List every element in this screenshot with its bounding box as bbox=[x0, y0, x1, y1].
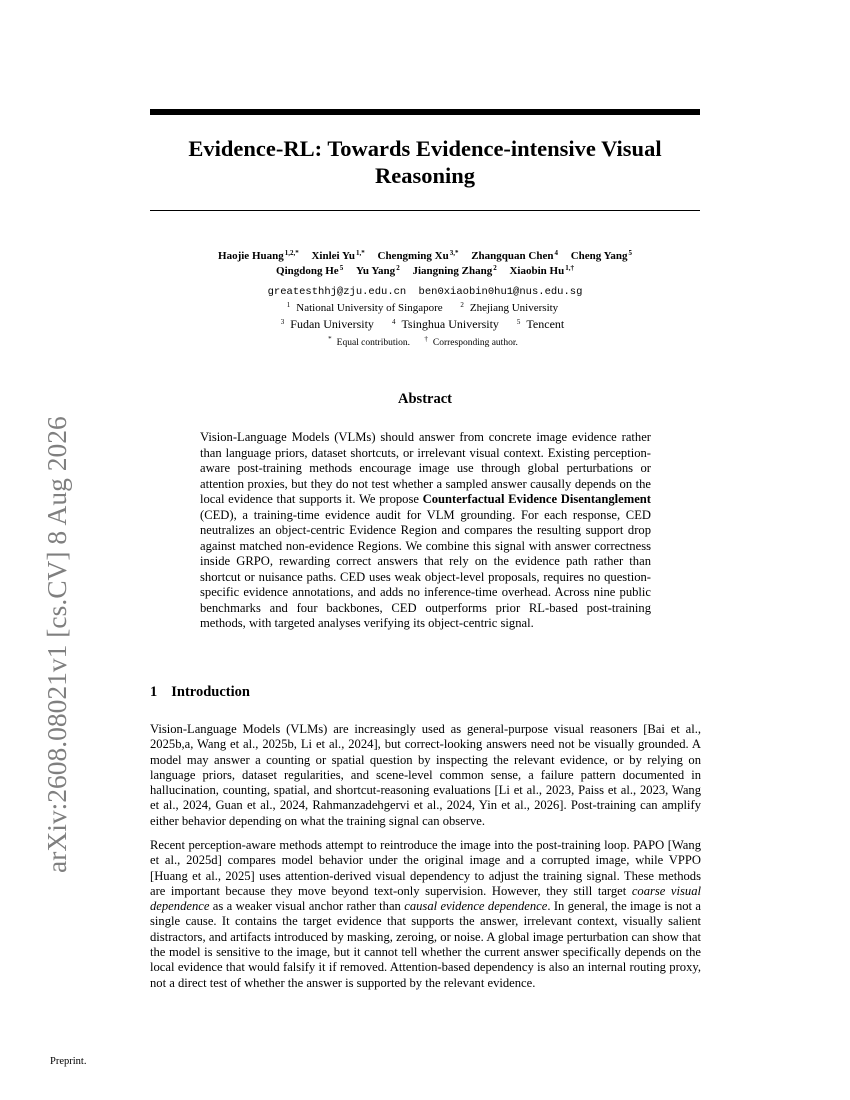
author: Qingdong He$^5$ bbox=[276, 264, 344, 277]
abstract-heading: Abstract bbox=[398, 391, 452, 407]
affiliations-line-1 bbox=[150, 301, 700, 316]
arxiv-identifier-sidebar: arXiv:2608.08021v1 [cs.CV] 8 Aug 2026 bbox=[41, 416, 72, 873]
intro-paragraph-1: Vision-Language Models (VLMs) are increasingly used as general-purpose visual reasoners [Bai et al., 2025b,a, Wang et al., 2025b, Li et al., 2024], but correct-looking answers need not be visually grounded. A model may answer a counting or spatial question by inspecting the relevant evidence, or by relying on language priors, dataset regularities, and scene-level common sense, a failure pattern documented in hallucination, counting, spatial, and shortcut-reasoning evaluations [Li et al., 2023, Paiss et al., 2023, Wang et al., 2024, Guan et al., 2024, Rahmanzadehgervi et al., 2024, Yin et al., 2026]. Post-training can amplify either behavior depending on what the training signal can observe. bbox=[150, 722, 701, 828]
intro-paragraph-2: Recent perception-aware methods attempt to reintroduce the image into the post-training loop. PAPO [Wang et al., 2025d] compares model behavior under the original image and a corrupted image, while VPPO [Huang et al., 2025] uses attention-derived visual dependency to adjust the training signal. These methods are important because they move beyond text-only supervision. However, they still target coarse visual dependence as a weaker visual anchor rather than causal evidence dependence. In general, the image is not a single cause. It contains the target evidence that supports the answer, irrelevant context, visually salient distractors, and artifacts introduced by masking, zeroing, or noise. A global image perturbation can show that the model is sensitive to the image, but it cannot tell whether the current answer specifically depends on the local evidence that would falsify it if removed. Attention-based dependency is also an internal routing proxy, not a direct test of whether the answer is supported by the relevant evidence. bbox=[150, 838, 702, 990]
section-number: 1 bbox=[150, 684, 158, 700]
affiliation: $^1$ National University of Singapore bbox=[286, 301, 443, 314]
footer-preprint: Preprint. bbox=[50, 1056, 87, 1067]
paper-title: Evidence-RL: Towards Evidence-intensive Visual Reasoning bbox=[188, 136, 662, 188]
affiliation: $^2$ Zhejiang University bbox=[460, 301, 559, 314]
author-list bbox=[150, 249, 700, 279]
section-heading bbox=[150, 683, 250, 701]
author: Cheng Yang$^5$ bbox=[570, 249, 632, 262]
author: Jiangning Zhang$^2$ bbox=[412, 264, 497, 277]
author: Yu Yang$^2$ bbox=[355, 264, 400, 277]
affiliations-line-2 bbox=[150, 317, 700, 332]
equal-contribution-note: * Equal contribution. bbox=[328, 335, 410, 348]
title-rule-top bbox=[150, 109, 700, 115]
affiliation: $^5$ Tencent bbox=[516, 317, 565, 331]
author: Xiaobin $Hu^{1,\dagger}$ bbox=[509, 264, 574, 277]
affiliation: $^3$ Fudan University bbox=[280, 317, 374, 331]
title-rule-bottom bbox=[150, 210, 700, 211]
author-notes bbox=[150, 337, 700, 350]
affiliation: $^4$ Tsinghua University bbox=[391, 317, 499, 331]
section-title: Introduction bbox=[171, 684, 250, 700]
corresponding-author-note: † Corresponding author. bbox=[424, 335, 518, 348]
email-address[interactable]: ben0xiaobin0hu1@nus.edu.sg bbox=[418, 286, 583, 298]
author: Zhangquan Chen$^4$ bbox=[471, 249, 558, 262]
author: Haojie Huang$^{1,2,*}$ bbox=[218, 249, 299, 262]
author: Xinlei $Yu^{1,*}$ bbox=[311, 249, 365, 262]
email-address[interactable]: greatesthhj@zju.edu.cn bbox=[267, 286, 407, 298]
author-emails bbox=[150, 285, 700, 299]
author: Chengming $Xu^{3,*}$ bbox=[377, 249, 459, 262]
abstract-body: Vision-Language Models (VLMs) should answer from concrete image evidence rather than language priors, dataset shortcuts, or irrelevant visual context. Existing perception-aware post-training methods encourage image use through global perturbations or attention proxies, but they do not test whether a sampled answer causally depends on the local evidence that supports it. We propose Counterfactual Evidence Disentanglement (CED), a training-time evidence audit for VLM grounding. For each response, CED neutralizes an object-centric Evidence Region and compares the resulting support drop against matched non-evidence Regions. We combine this signal with answer correctness inside GRPO, rewarding correct answers that rely on the evidence path rather than shortcut or nuisance paths. CED uses weak object-level proposals, requires no question-specific evidence annotations, and adds no inference-time overhead. Across nine public benchmarks and four backbones, CED outperforms prior RL-based post-training methods, with targeted analyses verifying its object-centric signal. bbox=[200, 430, 651, 630]
method-name: Counterfactual Evidence Disentanglement bbox=[422, 492, 651, 506]
